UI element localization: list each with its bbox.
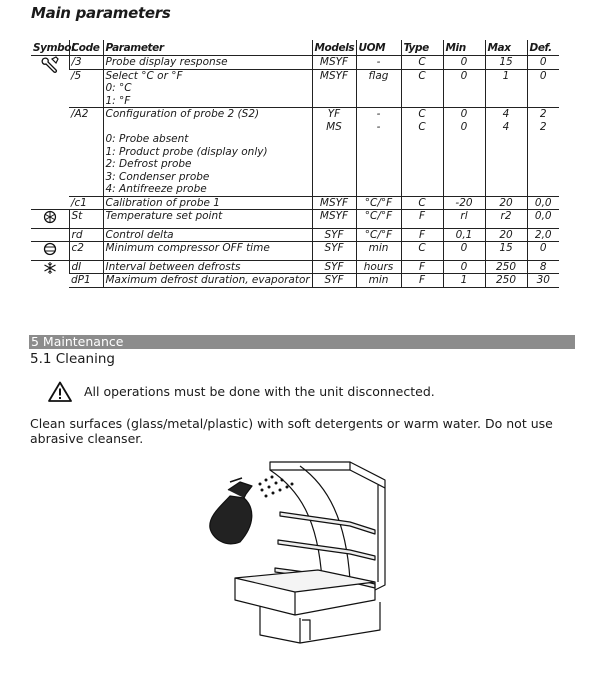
max-cell	[485, 274, 527, 288]
min-cell	[443, 210, 485, 229]
code-cell: /5	[69, 69, 103, 108]
uom-cell	[356, 108, 401, 197]
min-line: 0	[460, 242, 468, 254]
models-line: MSYF	[319, 196, 349, 209]
min-cell	[443, 274, 485, 288]
uom-cell	[356, 69, 401, 108]
snowflake-gear-icon	[42, 210, 58, 224]
param-line: Control delta	[105, 228, 174, 241]
main-parameters-table	[31, 40, 559, 288]
section-heading: 5 Maintenance	[29, 335, 575, 349]
table-row	[31, 210, 559, 229]
models-cell	[312, 196, 356, 210]
def-line: 2,0	[534, 228, 552, 241]
table-row	[31, 108, 559, 197]
warning-notice	[48, 381, 435, 402]
models-line: MS	[326, 120, 342, 133]
def-line: 0,0	[534, 210, 552, 222]
def-cell	[527, 210, 559, 229]
models-line: MSYF	[319, 56, 349, 68]
param-cell	[103, 242, 312, 261]
param-cell	[103, 56, 312, 70]
type-line: F	[418, 260, 426, 273]
col-header-uom: UOM	[356, 40, 401, 56]
uom-line: hours	[363, 260, 394, 273]
param-line: Probe display response	[105, 56, 228, 68]
param-line: 4: Antifreeze probe	[105, 183, 207, 195]
col-header-type: Type	[401, 40, 443, 56]
subsection-heading: 5.1 Cleaning	[30, 351, 115, 367]
col-header-parameter: Parameter	[103, 40, 312, 56]
param-line: Temperature set point	[105, 210, 223, 222]
param-line: Interval between defrosts	[105, 260, 241, 273]
max-line: r2	[500, 210, 512, 222]
def-cell	[527, 274, 559, 288]
max-cell	[485, 260, 527, 274]
uom-line: flag	[368, 69, 389, 82]
code-cell: rd	[69, 228, 103, 242]
type-cell	[401, 108, 443, 197]
code-cell: c2	[69, 242, 103, 261]
models-cell	[312, 242, 356, 261]
uom-cell	[356, 242, 401, 261]
def-cell	[527, 228, 559, 242]
models-cell	[312, 108, 356, 197]
max-line: 15	[499, 56, 513, 68]
type-cell	[401, 274, 443, 288]
symbol-cell	[31, 210, 69, 229]
type-cell	[401, 228, 443, 242]
uom-line: -	[376, 108, 381, 120]
max-cell	[485, 108, 527, 197]
type-line: C	[418, 69, 426, 82]
models-line: SYF	[324, 274, 344, 286]
symbol-cell	[31, 242, 69, 261]
models-line: SYF	[324, 242, 344, 254]
param-cell	[103, 274, 312, 288]
code-cell: /A2	[69, 108, 103, 197]
max-line: 20	[499, 228, 513, 241]
max-cell	[485, 69, 527, 108]
uom-cell	[356, 210, 401, 229]
col-header-max: Max	[485, 40, 527, 56]
def-line: 2	[539, 120, 547, 133]
type-line: C	[418, 196, 426, 209]
min-line: -20	[455, 196, 473, 209]
warning-text: All operations must be done with the unit disconnected.	[84, 384, 435, 399]
min-line: 0	[460, 108, 468, 120]
col-header-min: Min	[443, 40, 485, 56]
type-cell	[401, 210, 443, 229]
models-line: MSYF	[319, 210, 349, 222]
models-cell	[312, 56, 356, 70]
table-row	[31, 196, 559, 210]
param-line: Calibration of probe 1	[105, 196, 220, 209]
min-line: 0	[460, 260, 468, 273]
table-row	[31, 274, 559, 288]
param-cell	[103, 69, 312, 108]
param-line	[106, 121, 310, 134]
min-line: 0	[460, 69, 468, 82]
param-line: 3: Condenser probe	[105, 170, 210, 183]
min-cell	[443, 260, 485, 274]
max-line: 250	[495, 260, 517, 273]
warning-icon	[48, 381, 72, 402]
type-line: F	[418, 228, 426, 241]
max-cell	[485, 228, 527, 242]
uom-line: °C/°F	[364, 228, 393, 241]
param-cell	[103, 260, 312, 274]
param-line: 0: °C	[105, 82, 132, 94]
type-cell	[401, 242, 443, 261]
code-cell: /3	[69, 56, 103, 70]
col-header-models: Models	[312, 40, 356, 56]
models-cell	[312, 69, 356, 108]
display-case-cleaning-illustration	[200, 450, 410, 655]
def-line: 0,0	[534, 196, 552, 209]
uom-line: min	[368, 274, 389, 286]
col-header-def: Def.	[527, 40, 559, 56]
max-line: 4	[502, 120, 510, 133]
uom-cell	[356, 260, 401, 274]
symbol-cell	[31, 56, 69, 210]
def-cell	[527, 108, 559, 197]
param-line: 2: Defrost probe	[105, 158, 192, 170]
def-line: 0	[539, 242, 547, 254]
table-row	[31, 228, 559, 242]
uom-line: -	[376, 120, 381, 133]
param-cell	[103, 228, 312, 242]
def-cell	[527, 260, 559, 274]
symbol-cell	[31, 228, 69, 242]
min-line: 0,1	[455, 228, 473, 241]
max-cell	[485, 210, 527, 229]
uom-cell	[356, 56, 401, 70]
uom-line: °C/°F	[364, 210, 393, 222]
type-line: F	[418, 210, 426, 222]
def-cell	[527, 196, 559, 210]
type-line: C	[418, 56, 426, 68]
uom-line: min	[368, 242, 389, 254]
table-row	[31, 69, 559, 108]
code-cell: dI	[69, 260, 103, 274]
def-line: 30	[536, 274, 550, 286]
type-cell	[401, 260, 443, 274]
def-line: 0	[539, 56, 547, 68]
max-line: 1	[502, 69, 510, 82]
models-cell	[312, 274, 356, 288]
max-cell	[485, 56, 527, 70]
cleaning-instructions: Clean surfaces (glass/metal/plastic) with soft detergents or warm water. Do not use abrasive cleanser.	[30, 416, 553, 446]
min-cell	[443, 228, 485, 242]
uom-cell	[356, 228, 401, 242]
min-line: 0	[460, 120, 468, 133]
models-line: SYF	[324, 260, 344, 273]
max-cell	[485, 196, 527, 210]
param-line: Select °C or °F	[105, 69, 183, 82]
param-line: 1: °F	[105, 94, 131, 107]
max-line: 15	[499, 242, 513, 254]
table-row	[31, 56, 559, 70]
models-line: YF	[327, 108, 341, 120]
type-cell	[401, 69, 443, 108]
code-cell: St	[69, 210, 103, 229]
min-line: 1	[460, 274, 468, 286]
def-cell	[527, 69, 559, 108]
defrost-icon	[42, 261, 58, 275]
type-line: C	[418, 242, 426, 254]
table-row	[31, 260, 559, 274]
type-cell	[401, 196, 443, 210]
param-line: Maximum defrost duration, evaporator	[105, 274, 310, 286]
wrench-icon	[40, 56, 60, 74]
uom-line: °C/°F	[364, 196, 393, 209]
param-line: Minimum compressor OFF time	[105, 242, 270, 254]
uom-cell	[356, 274, 401, 288]
max-line: 4	[502, 108, 510, 120]
type-line: C	[418, 120, 426, 133]
def-line: 0	[539, 69, 547, 82]
param-cell	[103, 196, 312, 210]
code-cell: dP1	[69, 274, 103, 288]
models-cell	[312, 228, 356, 242]
min-line: 0	[460, 56, 468, 68]
param-cell	[103, 108, 312, 197]
def-cell	[527, 242, 559, 261]
min-line: rl	[460, 210, 468, 222]
table-row	[31, 242, 559, 261]
code-cell: /c1	[69, 196, 103, 210]
param-line: Configuration of probe 2 (S2)	[105, 108, 260, 120]
page-title: Main parameters	[31, 4, 171, 22]
type-cell	[401, 56, 443, 70]
models-line: SYF	[324, 228, 344, 241]
table-header-row	[31, 40, 559, 56]
models-cell	[312, 260, 356, 274]
max-line: 20	[499, 196, 513, 209]
def-line: 2	[539, 108, 547, 120]
min-cell	[443, 69, 485, 108]
param-line: 0: Probe absent	[105, 133, 189, 145]
param-line: 1: Product probe (display only)	[105, 145, 268, 158]
max-line: 250	[495, 274, 517, 286]
type-line: F	[418, 274, 426, 286]
min-cell	[443, 242, 485, 261]
symbol-cell	[31, 260, 69, 287]
models-cell	[312, 210, 356, 229]
param-cell	[103, 210, 312, 229]
col-header-code: Code	[69, 40, 103, 56]
col-header-symbol: Symbol	[33, 42, 75, 54]
def-cell	[527, 56, 559, 70]
min-cell	[443, 108, 485, 197]
type-line: C	[418, 108, 426, 120]
max-cell	[485, 242, 527, 261]
uom-line: -	[376, 56, 381, 68]
min-cell	[443, 56, 485, 70]
compressor-icon	[42, 242, 58, 256]
models-line: MSYF	[319, 69, 349, 82]
def-line: 8	[539, 260, 547, 273]
min-cell	[443, 196, 485, 210]
uom-cell	[356, 196, 401, 210]
